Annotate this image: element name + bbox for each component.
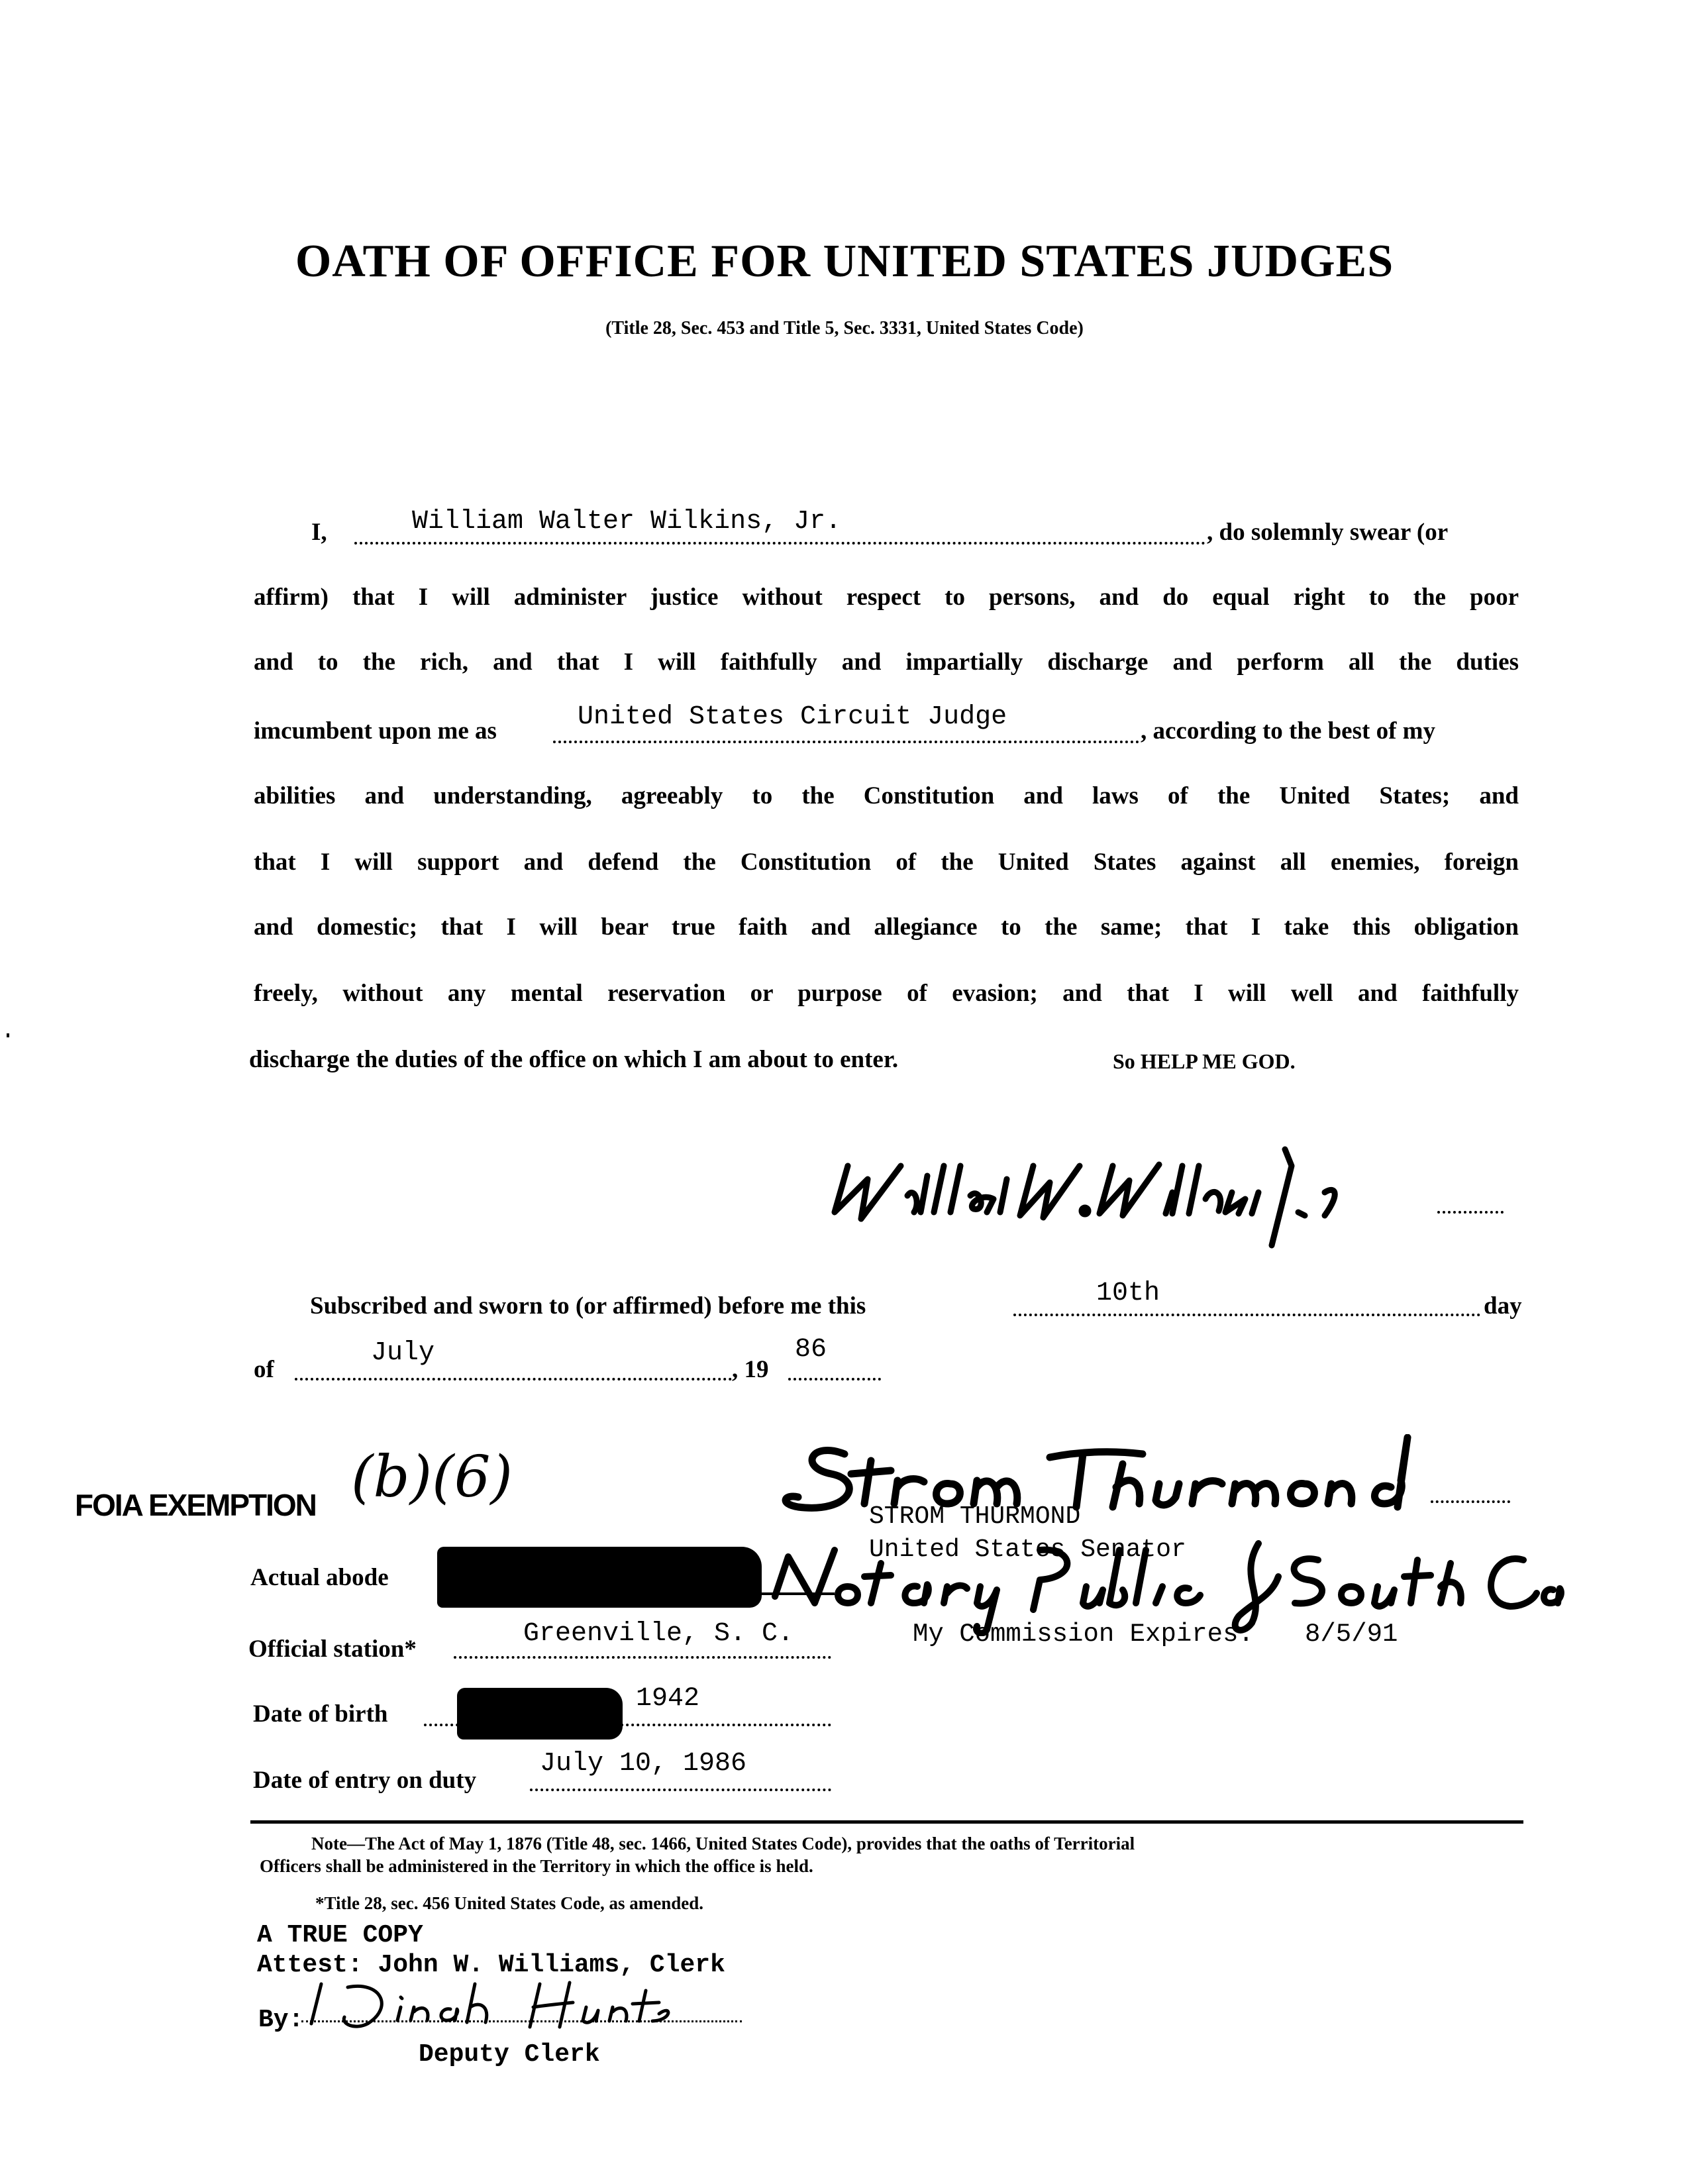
deputy-clerk-label: Deputy Clerk [419, 2040, 600, 2069]
judge-signature-dotted-line [1437, 1211, 1504, 1214]
true-copy-label: A TRUE COPY [257, 1921, 423, 1950]
name-dotted-line [354, 542, 1205, 545]
note-territorial-line2: Officers shall be administered in the Territory in which the office is held. [260, 1856, 813, 1876]
birth-redaction [457, 1688, 623, 1740]
abode-label: Actual abode [250, 1564, 389, 1591]
judge-signature [821, 1139, 1510, 1252]
deputy-signature [301, 1971, 672, 2037]
oath-prefix: I, [311, 519, 327, 546]
note-territorial-line1: Note—The Act of May 1, 1876 (Title 48, sec. 1466, United States Code), provides that the oaths of Territorial [311, 1834, 1135, 1853]
sworn-month-field: July [371, 1338, 435, 1368]
scan-speck [7, 1033, 9, 1037]
judge-name-field: William Walter Wilkins, Jr. [412, 507, 842, 537]
oath-line9: discharge the duties of the office on which I am about to enter. [249, 1046, 899, 1073]
sworn-year-field: 86 [795, 1335, 827, 1365]
foia-exemption-code: (b)(6) [351, 1444, 513, 1510]
abode-redaction [437, 1547, 762, 1608]
officer-title: United States Senator [869, 1535, 1186, 1564]
document-subtitle: (Title 28, Sec. 453 and Title 5, Sec. 3331, United States Code) [605, 318, 1084, 338]
entry-field: July 10, 1986 [540, 1749, 747, 1779]
oath-line3: and to the rich, and that I will faithfully and impartially discharge and perform all the duties [254, 649, 1519, 676]
notes-divider [250, 1820, 1523, 1824]
oath-line2: affirm) that I will administer justice without respect to persons, and do equal right to the poor [254, 584, 1519, 611]
oath-line7: and domestic; that I will bear true faith and allegiance to the same; that I take this obligation [254, 913, 1519, 941]
entry-dotted-line [530, 1789, 831, 1791]
month-dotted-line [295, 1378, 732, 1380]
oath-line5: abilities and understanding, agreeably to the Constitution and laws of the United States; and [254, 782, 1519, 809]
office-field: United States Circuit Judge [578, 702, 1007, 732]
commission-date: 8/5/91 [1305, 1620, 1398, 1649]
sworn-day-label: day [1484, 1292, 1522, 1320]
station-field: Greenville, S. C. [523, 1619, 794, 1649]
abode-underline [762, 1592, 835, 1595]
oath-line4-suffix: , according to the best of my [1141, 717, 1435, 745]
attest-clerk: Attest: John W. Williams, Clerk [257, 1951, 725, 1979]
oath-line8: freely, without any mental reservation or purpose of evasion; and that I will well and faithfully [254, 980, 1519, 1007]
sworn-year-prefix: , 19 [732, 1356, 769, 1383]
officer-name: STROM THURMOND [869, 1502, 1081, 1531]
year-dotted-line [788, 1378, 881, 1380]
sworn-prefix: Subscribed and sworn to (or affirmed) before me this [310, 1292, 866, 1320]
foia-exemption-stamp: FOIA EXEMPTION [75, 1488, 316, 1522]
oath-closing: So HELP ME GOD. [1113, 1049, 1296, 1073]
entry-label: Date of entry on duty [253, 1767, 477, 1794]
oath-line1-suffix: , do solemnly swear (or [1207, 519, 1449, 546]
oath-line6: that I will support and defend the Constitution of the United States against all enemies, foreign [254, 849, 1519, 876]
sworn-of-label: of [254, 1356, 274, 1383]
day-dotted-line [1013, 1314, 1480, 1316]
office-dotted-line [553, 741, 1139, 743]
station-dotted-line [454, 1656, 831, 1659]
birth-field: 1942 [636, 1684, 700, 1714]
sworn-day-field: 10th [1096, 1278, 1160, 1308]
officer-signature-dotted-line [1431, 1500, 1510, 1503]
note-title28: *Title 28, sec. 456 United States Code, as amended. [315, 1893, 703, 1913]
commission-label: My Commission Expires: [913, 1620, 1254, 1649]
by-label: By: [258, 2006, 304, 2034]
birth-label: Date of birth [253, 1700, 388, 1728]
document-title: OATH OF OFFICE FOR UNITED STATES JUDGES [295, 236, 1394, 287]
oath-line4-prefix: imcumbent upon me as [254, 717, 497, 745]
station-label: Official station* [248, 1636, 417, 1663]
